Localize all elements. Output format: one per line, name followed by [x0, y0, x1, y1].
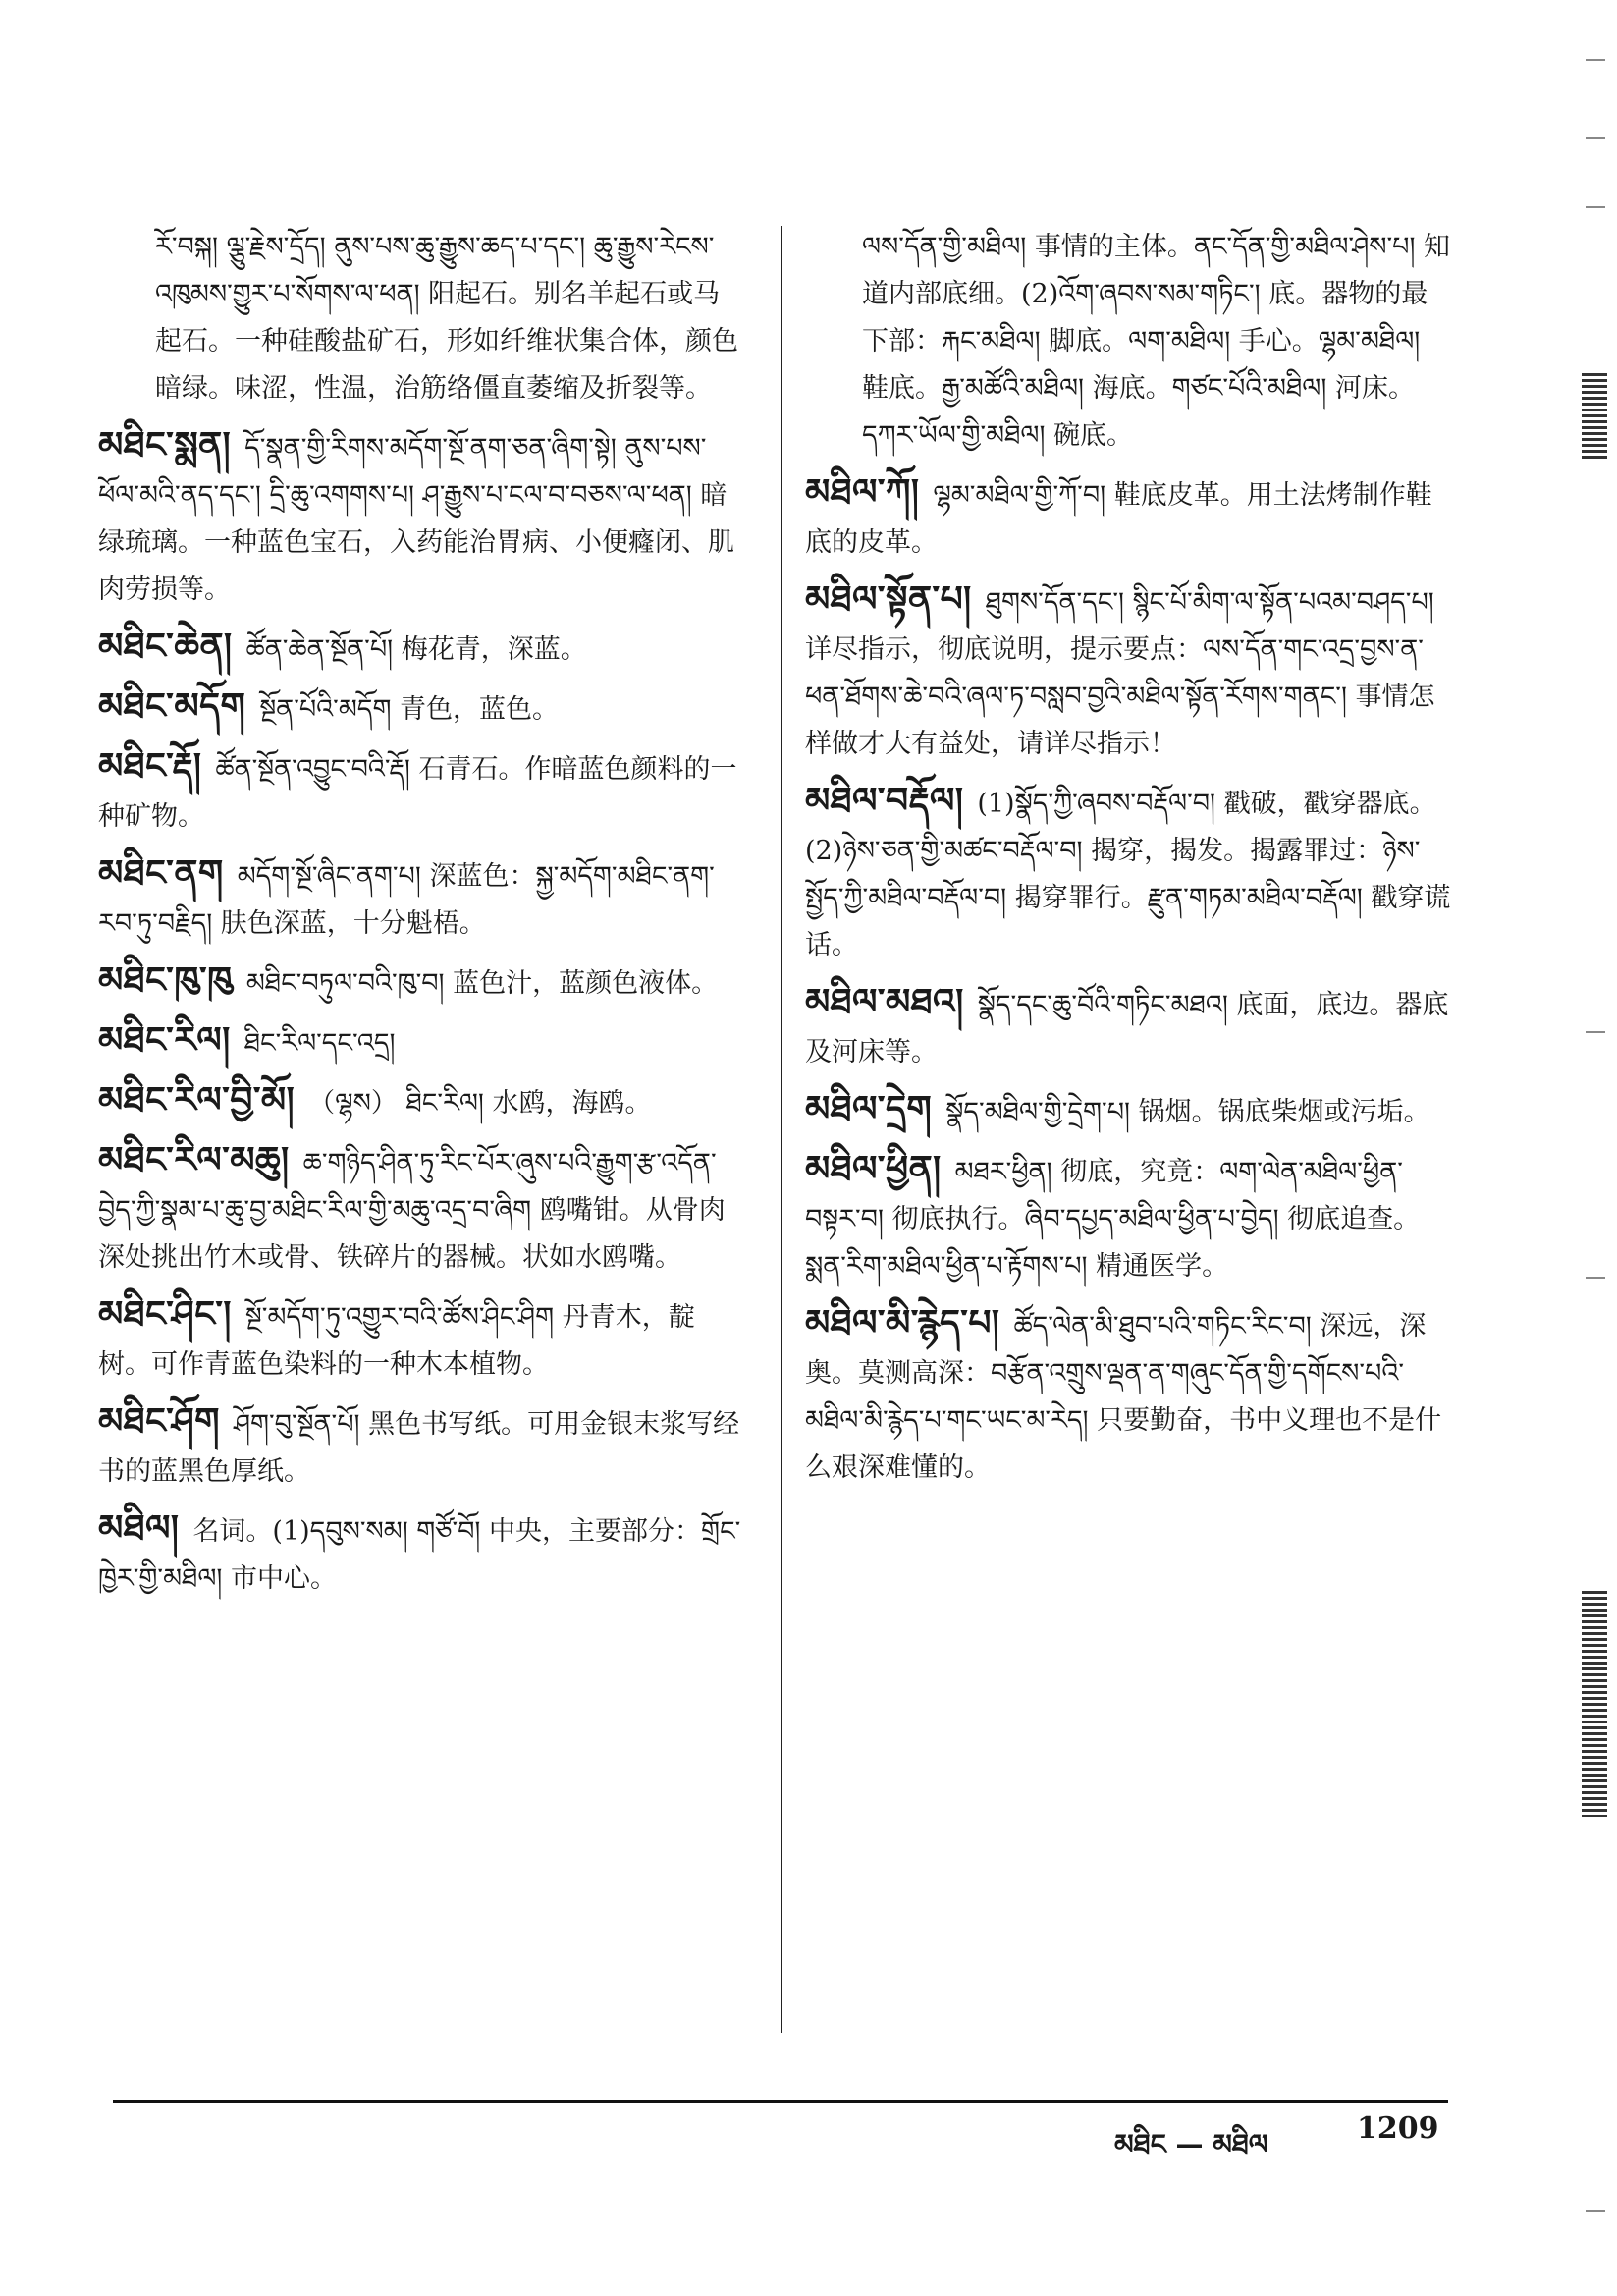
dictionary-entry	[98, 1137, 746, 1282]
entry-headword: མཐིང་རིལ་བྱི་མོ།	[98, 1080, 296, 1121]
entry-headword: མཐིང་ཤོག	[98, 1401, 220, 1442]
running-head: མཐིང — མཐིལ	[1114, 2128, 1268, 2160]
entry-definition: ཐིང་རིལ་དང་འདྲ།	[243, 1028, 396, 1059]
entry-headword: མཐིང་རིལ་མཆུ།	[98, 1140, 290, 1180]
entry-headword: མཐིལ་བརྡོལ།	[805, 781, 964, 821]
entry-definition: མདོག་སྔོ་ཞིང་ནག་པ། 深蓝色：སྐྱ་མདོག་མཐིང་ནག་རབ་ཏུ་བརྗིད། 肤色深蓝，十分魁梧。	[98, 861, 715, 939]
dictionary-entry	[98, 1291, 746, 1389]
entry-headword: མཐིང་ནག	[98, 853, 224, 894]
entry-headword: མཐིལ་མི་རྙེད་པ།	[805, 1303, 1000, 1343]
dictionary-entry	[805, 1086, 1453, 1136]
entry-definition: ཆ་གཉིད་ཤིན་ཏུ་རིང་པོར་ཞུས་པའི་རྒྱུག་རྩ་འདོན་བྱེད་ཀྱི་སྣམ་པ་ཆུ་བྱ་མཐིང་རིལ་གྱི་མཆུ་འདྲ་བ་ཞིག 鸥嘴钳。从骨肉深处挑出竹木或骨、铁碎片的器械。状如水鸥嘴。	[98, 1148, 726, 1273]
dictionary-entry	[98, 422, 746, 614]
dictionary-entry	[805, 576, 1453, 768]
entry-definition: ཚོན་སྔོན་འབྱུང་བའི་རྡོ། 石青石。作暗蓝色颜料的一种矿物。	[98, 754, 737, 832]
entry-headword: མཐིལ།	[98, 1508, 180, 1549]
entry-definition: ཚོད་ལེན་མི་ཐུབ་པའི་གཏིང་རིང་བ། 深远，深奥。莫测高深：བརྩོན་འགྲུས་ལྡན་ན་གཞུང་དོན་གྱི་དགོངས་པའི་མཐིལ་མི་རྙེད་པ་གང་ཡང་མ་རེད། 只要勤奋，书中义理也不是什么艰深难懂的。	[805, 1311, 1442, 1483]
entry-definition: དོ་སྣན་གྱི་རིགས་མདོག་སྔོ་ནག་ཅན་ཞིག་སྟེ། ནུས་པས་ཕོལ་མའི་ནད་དང་། དྲི་ཆུ་འགགས་པ། ཤ་རྒྱུས་པ་ངལ་བ་བཅས་ལ་ཕན། 暗绿琉璃。一种蓝色宝石，入药能治胃病、小便癃闭、肌肉劳损等。	[98, 433, 734, 605]
dictionary-entry	[98, 224, 746, 412]
entry-headword: མཐིང་ཤིང་།	[98, 1294, 232, 1335]
entry-definition: སྔོ་མདོག་ཏུ་འགྱུར་བའི་ཚོས་ཤིང་ཤིག 丹青木，靛树。可作青蓝色染料的一种木本植物。	[98, 1302, 695, 1380]
dictionary-entry	[805, 1146, 1453, 1290]
entry-definition: མཐར་ཕྱིན། 彻底，究竟：ལག་ལེན་མཐིལ་ཕྱིན་བསྟར་བ། 彻底执行。ཞིབ་དཔྱད་མཐིལ་ཕྱིན་པ་བྱེད། 彻底追查。སྨན་རིག་མཐིལ་ཕྱིན་པ་རྟོགས་པ། 精通医学。	[805, 1157, 1421, 1282]
dictionary-entry	[805, 469, 1453, 567]
dictionary-entry	[98, 850, 746, 948]
entry-headword: མཐིང་ཁུ་ཁུ	[98, 960, 233, 1001]
entry-definition: སྔོན་པོའི་མདོག 青色，蓝色。	[259, 694, 560, 725]
entry-headword: མཐིང་སྨན།	[98, 425, 232, 465]
entry-headword: མཐིལ་དྲེག	[805, 1089, 933, 1129]
entry-definition: (1)སྣོད་ཀྱི་ཞབས་བརྡོལ་བ། 戳破，戳穿器底。(2)ཉེས་ཅན་གྱི་མཚང་བརྡོལ་བ། 揭穿，揭发。揭露罪过：ཉེས་སྤྱོད་ཀྱི་མཐིལ་བརྡོལ་བ། 揭穿罪行。རྫུན་གཏམ་མཐིལ་བརྡོལ། 戳穿谎话。	[805, 789, 1451, 960]
entry-definition: ཚོན་ཆེན་སྔོན་པོ། 梅花青，深蓝。	[245, 634, 587, 665]
entry-definition: མཐིང་བཏུལ་བའི་ཁུ་བ། 蓝色汁，蓝颜色液体。	[245, 968, 719, 999]
entry-headword: མཐིང་རིལ།	[98, 1020, 231, 1061]
entry-headword: མཐིལ་མཐའ།	[805, 982, 964, 1022]
entry-definition: སྣོད་དང་ཆུ་བོའི་གཏིང་མཐའ། 底面，底边。器底及河床等。	[805, 990, 1449, 1067]
entry-definition: རོ་བསྐ། ལྕུ་རྗེས་དྲོད། ནུས་པས་ཆུ་རྒྱུས་ཆད་པ་དང་། ཆུ་རྒྱུས་རེངས་འཁུམས་གྱུར་པ་སོགས་ལ་ཕན། 阳起石。别名羊起石或马起石。一种硅酸盐矿石，形如纤维状集合体，颜色暗绿。味涩，性温，治筋络僵直萎缩及折裂等。	[155, 232, 738, 404]
entry-headword: མཐིལ་ཕྱིན།	[805, 1149, 942, 1189]
dictionary-entry	[805, 979, 1453, 1076]
dictionary-entry	[98, 1398, 746, 1496]
dictionary-entry	[98, 1017, 746, 1067]
dictionary-entry	[98, 1505, 746, 1603]
entry-headword: མཐིལ་ཀོ།	[805, 472, 920, 513]
entry-definition: སྣོད་མཐིལ་གྱི་དྲེག་པ། 锅烟。锅底柴烟或污垢。	[945, 1097, 1430, 1127]
dictionary-entry	[98, 1077, 746, 1127]
entry-headword: མཐིང་མདོག	[98, 686, 246, 727]
dictionary-entry	[805, 224, 1453, 460]
dictionary-entry	[98, 683, 746, 734]
dictionary-entry	[98, 957, 746, 1008]
scan-edge-marks	[1570, 0, 1609, 2296]
column-divider	[781, 226, 782, 2033]
entry-definition: ལྷམ་མཐིལ་གྱི་ཀོ་བ། 鞋底皮革。用土法烤制作鞋底的皮革。	[805, 480, 1432, 558]
entry-definition: （ལྷས） ཐིང་རིལ། 水鸥，海鸥。	[308, 1088, 652, 1119]
entry-definition: 名词。(1)དབུས་སམ། གཙོ་བོ། 中央，主要部分：གྲོང་ཁྱེར་གྱི་མཐིལ། 市中心。	[98, 1516, 741, 1594]
entry-headword: མཐིང་རྡོ།	[98, 746, 202, 787]
entry-headword: མཐིང་ཆེན།	[98, 627, 233, 667]
left-column	[98, 224, 746, 1613]
dictionary-entry	[98, 743, 746, 841]
dictionary-entry	[805, 1300, 1453, 1492]
entry-headword: མཐིལ་སྟོན་པ།	[805, 579, 972, 620]
page-number: 1209	[1357, 2111, 1439, 2146]
dictionary-entry	[98, 624, 746, 674]
dictionary-entry	[805, 778, 1453, 969]
entry-definition: ཐུགས་དོན་དང་། སྙིང་པོ་མིག་ལ་སྟོན་པའམ་བཤད་པ། 详尽指示，彻底说明，提示要点：ལས་དོན་གང་འདྲ་བྱས་ན་ཕན་ཐོགས་ཆེ་བའི་ཞལ་ཏ་བསླབ་བྱའི་མཐིལ་སྟོན་རོགས་གནང་། 事情怎样做才大有益处，请详尽指示！	[805, 587, 1435, 759]
right-column	[805, 224, 1453, 1502]
entry-definition: ཤོག་བུ་སྔོན་པོ། 黑色书写纸。可用金银末浆写经书的蓝黑色厚纸。	[98, 1409, 740, 1487]
entry-definition: ལས་དོན་གྱི་མཐིལ། 事情的主体。ནང་དོན་གྱི་མཐིལ་ཤེས་པ། 知道内部底细。(2)འོག་ཞབས་སམ་གཏིང་། 底。器物的最下部：རྐང་མཐིལ། 脚底。ལག་མཐིལ། 手心。ལྷམ་མཐིལ། 鞋底。རྒྱ་མཚོའི་མཐིལ། 海底。གཙང་པོའི་མཐིལ། 河床。དཀར་ཡོལ་གྱི་མཐིལ། 碗底。	[862, 232, 1451, 451]
footer-rule	[113, 2100, 1448, 2103]
